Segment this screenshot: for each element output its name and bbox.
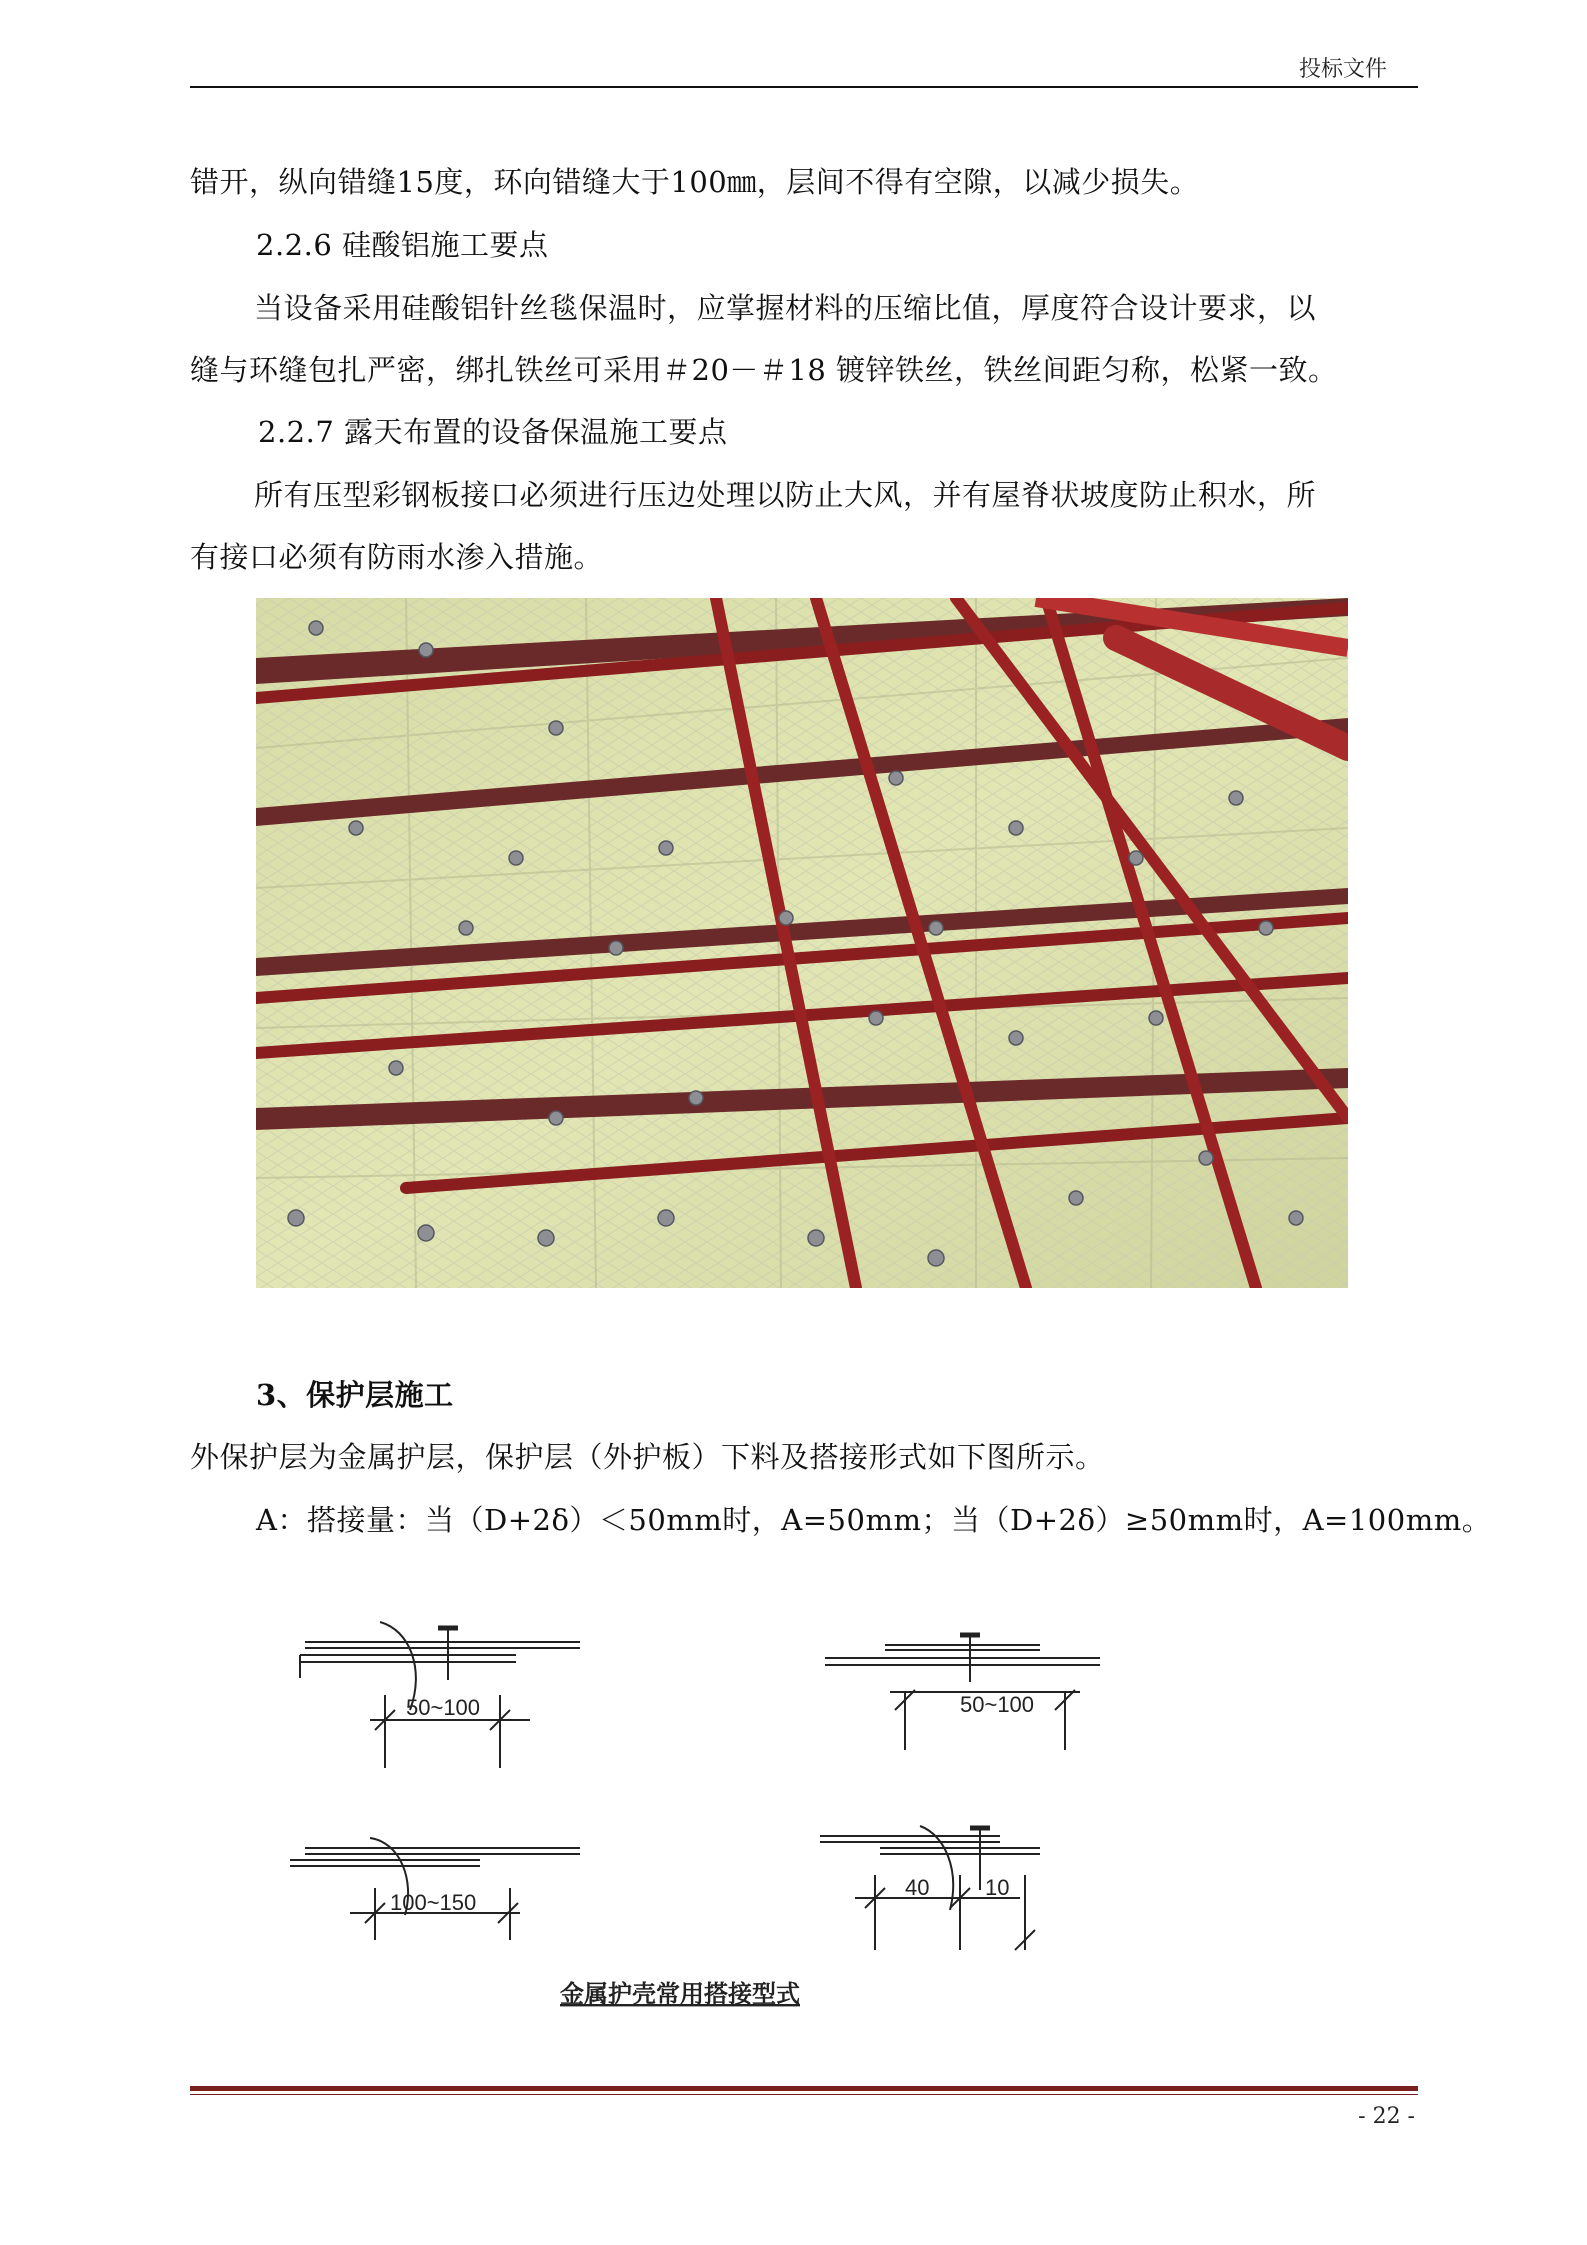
paragraph-aluminum-silicate-1: 当设备采用硅酸铝针丝毯保温时，应掌握材料的压缩比值，厚度符合设计要求，以	[254, 291, 1317, 325]
paragraph-continued: 错开，纵向错缝15度，环向错缝大于100㎜，层间不得有空隙，以减少损失。	[190, 165, 1200, 199]
section-heading-2-2-6: 2.2.6 硅酸铝施工要点	[256, 228, 549, 262]
header-divider	[190, 86, 1418, 88]
paragraph-aluminum-silicate-2: 缝与环缝包扎严密，绑扎铁丝可采用＃20－＃18 镀锌铁丝，铁丝间距匀称，松紧一致。	[190, 353, 1338, 387]
section-heading-2-2-7: 2.2.7 露天布置的设备保温施工要点	[258, 415, 728, 449]
paragraph-overlap-rule: A：搭接量：当（D+2δ）＜50mm时，A=50mm；当（D+2δ）≥50mm时，A=100mm。	[256, 1503, 1492, 1537]
diagram-caption: 金属护壳常用搭接型式	[560, 1981, 800, 2008]
paragraph-protective-layer: 外保护层为金属护层，保护层（外护板）下料及搭接形式如下图所示。	[190, 1440, 1105, 1474]
header-title: 投标文件	[1298, 57, 1387, 82]
dim-label-b: 50~100	[960, 1692, 1035, 1717]
page-number: - 22 -	[1358, 2104, 1415, 2129]
section-heading-3: 3、保护层施工	[256, 1378, 454, 1412]
dim-label-d1: 40	[905, 1875, 930, 1900]
insulation-scaffolding-photo	[256, 598, 1348, 1288]
dim-label-c: 100~150	[390, 1890, 477, 1915]
dim-label-a: 50~100	[406, 1695, 481, 1720]
paragraph-outdoor-1: 所有压型彩钢板接口必须进行压边处理以防止大风，并有屋脊状坡度防止积水，所	[254, 478, 1317, 512]
overlap-diagram	[280, 1610, 1140, 2020]
footer-divider-thin	[190, 2094, 1418, 2095]
paragraph-outdoor-2: 有接口必须有防雨水渗入措施。	[190, 540, 604, 574]
footer-divider-thick	[190, 2086, 1418, 2091]
dim-label-d2: 10	[985, 1875, 1010, 1900]
